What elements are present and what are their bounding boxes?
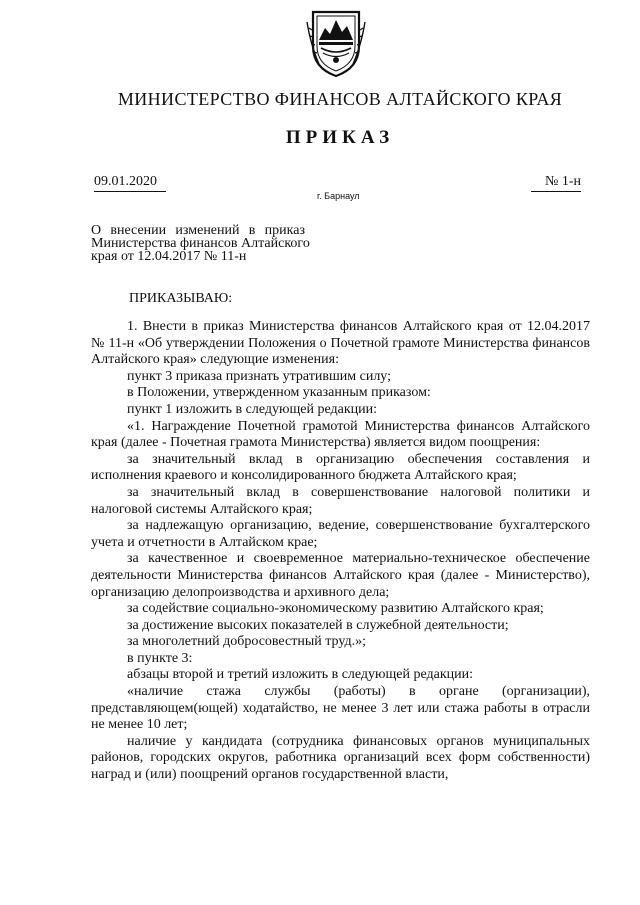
- subject-line: Министерства финансов Алтайского: [91, 236, 310, 251]
- coat-of-arms-icon: [305, 6, 367, 78]
- body-paragraph: пункт 3 приказа признать утратившим силу;: [127, 368, 392, 384]
- body-paragraph: за содействие социально-экономическому развитию Алтайского края;: [127, 601, 544, 617]
- ministry-name: МИНИСТЕРСТВО ФИНАНСОВ АЛТАЙСКОГО КРАЯ: [117, 89, 563, 109]
- body-paragraph: в Положении, утвержденном указанным приказом:: [127, 385, 431, 401]
- subject-line: О внесении изменений в приказ: [91, 223, 305, 238]
- body-paragraph: пункт 1 изложить в следующей редакции:: [127, 401, 377, 417]
- body-paragraph: за значительный вклад в совершенствование налоговой политики и налоговой системы Алтайского края;: [91, 484, 590, 517]
- subject-line: края от 12.04.2017 № 11-н: [91, 249, 247, 264]
- body-paragraph: за многолетний добросовестный труд.»;: [127, 634, 366, 650]
- document-type-title: ПРИКАЗ: [285, 127, 395, 148]
- order-subject: [91, 223, 310, 264]
- body-paragraph: в пункте 3:: [127, 650, 193, 666]
- body-paragraph: наличие у кандидата (сотрудника финансовых органов муниципальных районов, городских округов, работника организаций всех форм собственности) наград и (или) поощрений органов государственной власти,: [91, 733, 590, 783]
- order-body: [91, 319, 590, 784]
- body-paragraph: за качественное и своевременное материально-техническое обеспечение деятельности Министерства финансов Алтайского края (далее - Министерство), организацию делопроизводства и архивного дела;: [91, 551, 590, 600]
- body-paragraph: 1. Внести в приказ Министерства финансов Алтайского края от 12.04.2017 № 11-н «Об утверждении Положения о Почетной грамоте Министерства финансов Алтайского края» следующие изменения:: [91, 319, 590, 368]
- body-paragraph: «1. Награждение Почетной грамотой Министерства финансов Алтайского края (далее - Почетная грамота Министерства) является видом поощрения:: [91, 418, 590, 451]
- order-number: № 1-н: [531, 174, 581, 192]
- decree-word: ПРИКАЗЫВАЮ:: [129, 291, 233, 306]
- body-paragraph: «наличие стажа службы (работы) в органе (организации), представляющем(ющей) ходатайство, не менее 3 лет или стажа работы в отрасли не менее 10 лет;: [91, 684, 590, 733]
- order-date: 09.01.2020: [94, 174, 166, 192]
- body-paragraph: абзацы второй и третий изложить в следующей редакции:: [127, 667, 474, 683]
- body-paragraph: за значительный вклад в организацию обеспечения составления и исполнения краевого и консолидированного бюджета Алтайского края;: [91, 451, 590, 484]
- order-city: г. Барнаул: [317, 191, 360, 201]
- body-paragraph: за надлежащую организацию, ведение, совершенствование бухгалтерского учета и отчетности в Алтайском крае;: [91, 518, 590, 550]
- body-paragraph: за достижение высоких показателей в служебной деятельности;: [127, 617, 509, 633]
